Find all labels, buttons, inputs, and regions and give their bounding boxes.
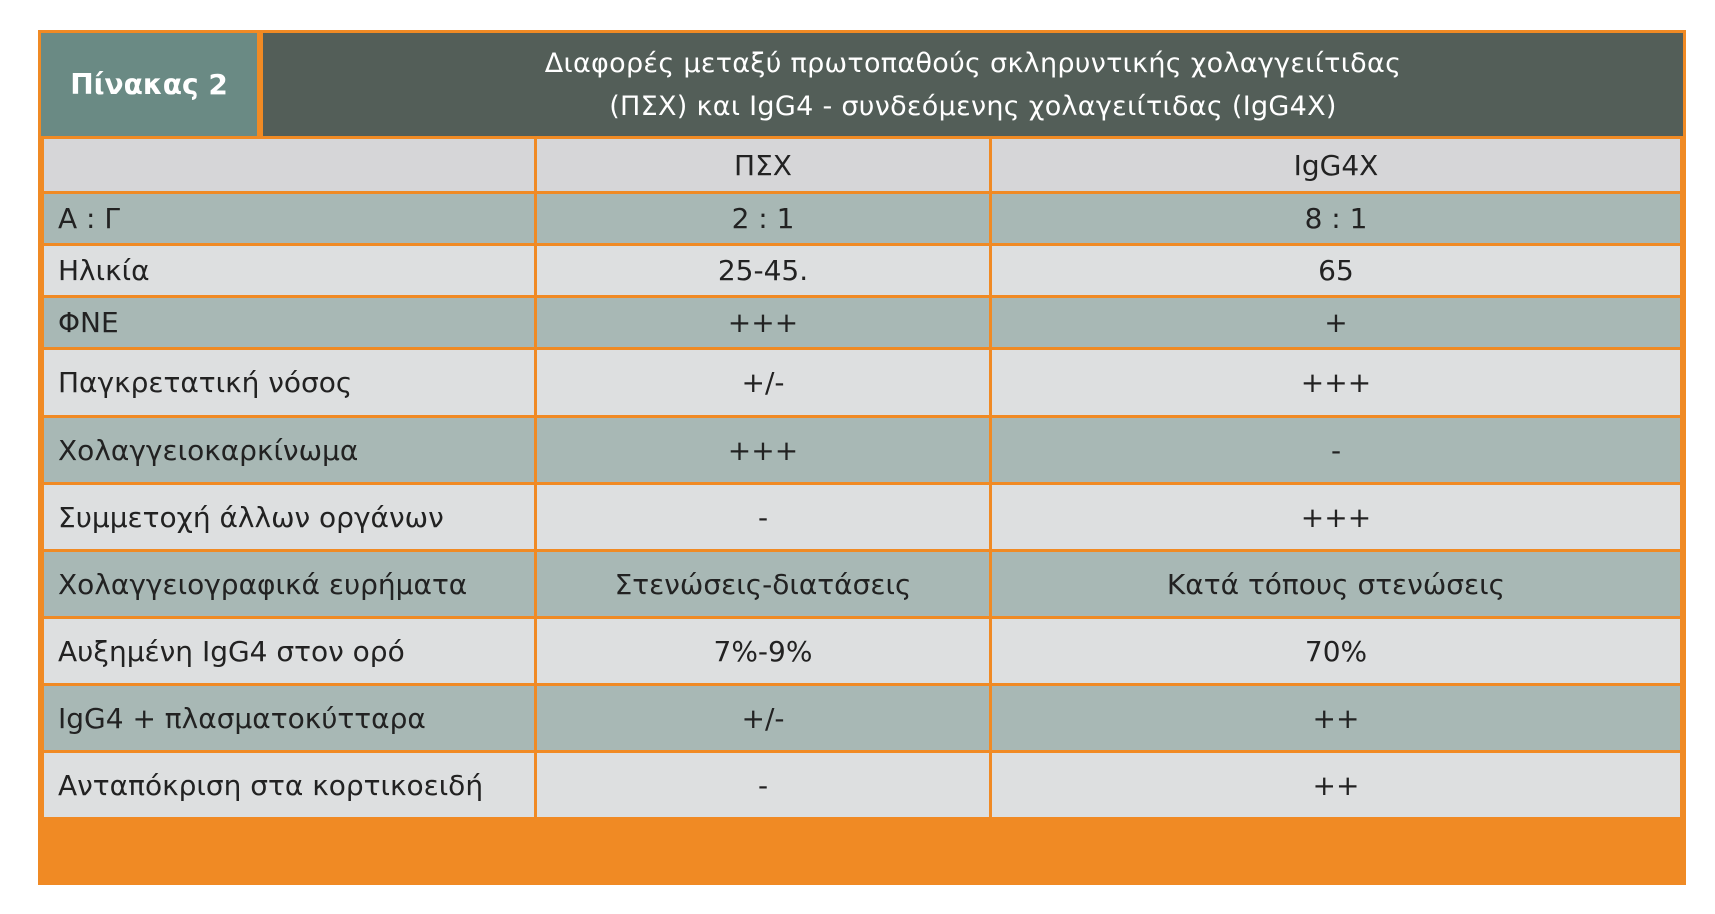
table-title-line-2: (ΠΣΧ) και IgG4 - συνδεόμενης χολαγειίτιδας (IgG4X)	[609, 90, 1337, 122]
igg4x-cell: +++	[991, 484, 1682, 551]
table-row	[43, 349, 1682, 417]
table-row	[43, 297, 1682, 349]
igg4x-cell: ++	[991, 685, 1682, 752]
psx-cell: +++	[536, 297, 991, 349]
table-row	[43, 417, 1682, 484]
row-label: Ανταπόκριση στα κορτικοειδή	[43, 752, 536, 819]
table-row	[43, 245, 1682, 297]
table-row	[43, 484, 1682, 551]
column-header-row	[43, 138, 1682, 193]
psx-cell: Στενώσεις-διατάσεις	[536, 551, 991, 618]
igg4x-cell: 70%	[991, 618, 1682, 685]
psx-cell: +++	[536, 417, 991, 484]
table-row	[43, 193, 1682, 245]
igg4x-cell: -	[991, 417, 1682, 484]
igg4x-cell: Κατά τόπους στενώσεις	[991, 551, 1682, 618]
psx-cell: -	[536, 752, 991, 819]
table-row	[43, 685, 1682, 752]
table-title	[263, 33, 1683, 136]
row-label: IgG4 + πλασματοκύτταρα	[43, 685, 536, 752]
column-header-empty	[43, 138, 536, 193]
table-title-line-1: Διαφορές μεταξύ πρωτοπαθούς σκληρυντικής χολαγγειίτιδας	[544, 47, 1402, 79]
table-row	[43, 551, 1682, 618]
row-label: Ηλικία	[43, 245, 536, 297]
row-label: ΦΝΕ	[43, 297, 536, 349]
psx-cell: 2 : 1	[536, 193, 991, 245]
table-row	[43, 752, 1682, 819]
psx-cell: 7%-9%	[536, 618, 991, 685]
table-number-label: Πίνακας 2	[41, 33, 260, 136]
table-frame	[38, 30, 1686, 885]
igg4x-cell: 65	[991, 245, 1682, 297]
igg4x-cell: ++	[991, 752, 1682, 819]
row-label: Συμμετοχή άλλων οργάνων	[43, 484, 536, 551]
row-label: Παγκρετατική νόσος	[43, 349, 536, 417]
psx-cell: +/-	[536, 685, 991, 752]
comparison-table	[41, 136, 1683, 820]
row-label: Χολαγγειογραφικά ευρήματα	[43, 551, 536, 618]
table-row	[43, 618, 1682, 685]
column-header-igg4x: IgG4X	[991, 138, 1682, 193]
psx-cell: -	[536, 484, 991, 551]
igg4x-cell: +++	[991, 349, 1682, 417]
psx-cell: +/-	[536, 349, 991, 417]
igg4x-cell: 8 : 1	[991, 193, 1682, 245]
row-label: Χολαγγειοκαρκίνωμα	[43, 417, 536, 484]
row-label: Α : Γ	[43, 193, 536, 245]
igg4x-cell: +	[991, 297, 1682, 349]
row-label: Αυξημένη IgG4 στον ορό	[43, 618, 536, 685]
psx-cell: 25-45.	[536, 245, 991, 297]
column-header-psx: ΠΣΧ	[536, 138, 991, 193]
table-header	[41, 33, 1683, 136]
